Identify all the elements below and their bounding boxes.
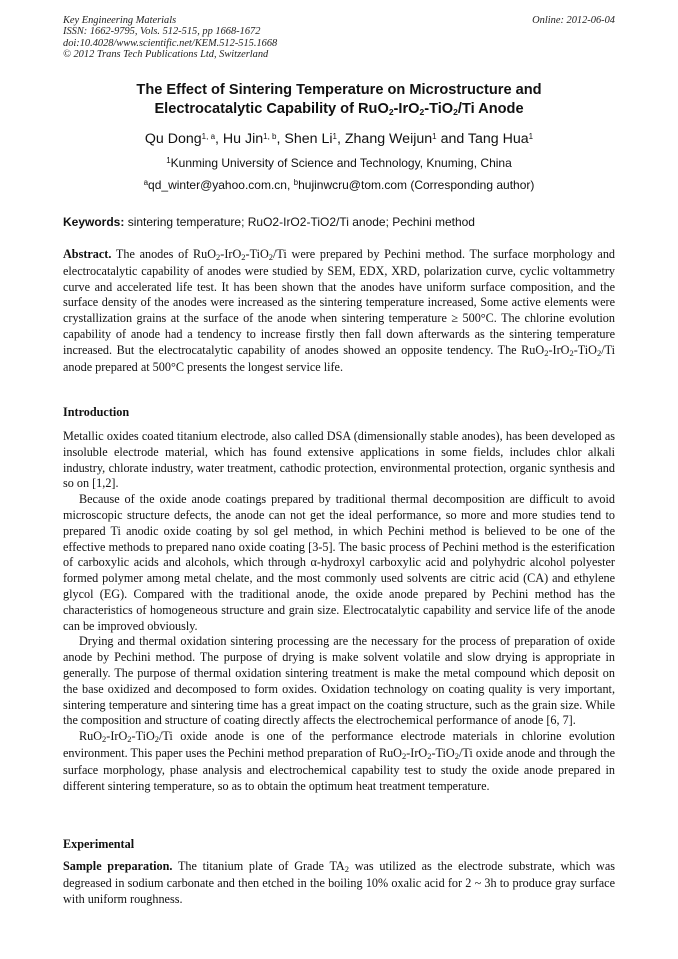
copyright-line: © 2012 Trans Tech Publications Ltd, Switzerland — [63, 49, 269, 61]
keywords-label: Keywords: — [63, 215, 125, 229]
journal-header — [63, 15, 615, 61]
email-b[interactable]: hujinwcru@tom.com (Corresponding author) — [298, 178, 535, 192]
intro-paragraph-1: Metallic oxides coated titanium electrode, also called DSA (dimensionally stable anodes), has been developed as insoluble electrode material, which has found extensive applications in some fields, includes chlor alkali industry, chlorate industry, water treatment, cathodic protection, environmental protection, organic synthesis and so on [1,2]. — [63, 429, 615, 491]
paper-title — [63, 81, 615, 120]
author-3: Shen Li — [284, 131, 333, 147]
affiliation: $^1$Kunming University of Science and Technology, Knuming, China — [166, 156, 512, 170]
online-date: Online: 2012-06-04 — [532, 15, 615, 26]
email-a[interactable]: qd_winter@yahoo.com.cn, — [148, 178, 291, 192]
intro-paragraph-3: Drying and thermal oxidation sintering processing are the necessary for the process of preparation of oxide anode by Pechini method. The purpose of drying is make solvent volatile and slow drying is appropriate in generally. The purpose of thermal oxidation sintering treatment is make the metal compound which deposit on the base oxidized and decomposed to form oxides. Oxidation technology on coating quality is very important, sintering temperature and sintering time has a great impact on the coating structure, such as the grain size. While the composition and structure of coating directly affects the electrochemical performance of anode [6, 7]. — [63, 634, 615, 728]
experimental-body: Sample preparation. The titanium plate of Grade $TA_2$ was utilized as the electrode substrate, which was degreased in sodium carbonate and then etched in the boiling 10% oxalic acid for 2 ~ 3h to produce gray surface with uniform roughness. — [63, 859, 616, 906]
abstract: Abstract. The anodes of RuO$_2$-IrO$_2$-TiO$_2$/Ti were prepared by Pechini method. The surface morphology and electrocatalytic capability of anodes were studied by SEM, EDX, XRD, polarization curve, cyclic voltammetry curve and accelerated life test. It has been shown that the anodes have uniform surface composition, and the surface density of the anodes were increased as the sintering temperature increased, Some active elements were crystallization grains at the surface of the anode when sintering temperature ≥ 500°C. The chlorine evolution capability of anode had a tendency to increase firstly then fall down afterwards as the sintering temperature increased. But the electrocatalytic capability of anodes showed an opposite tendency. The RuO$_2$-IrO$_2$-TiO$_2$/Ti anode prepared at 500°C presents the longest service life. — [63, 247, 616, 374]
experimental-heading: Experimental — [63, 837, 135, 851]
author-1: Qu Dong — [144, 131, 202, 147]
introduction-body — [63, 429, 615, 794]
abstract-label: Abstract. — [63, 247, 112, 261]
author-2: Hu Jin — [222, 131, 264, 147]
intro-paragraph-4: RuO$_2$-IrO$_2$-TiO$_2$/Ti oxide anode is one of the performance electrode materials in chlorine evolution environment. This paper uses the Pechini method preparation of RuO$_2$-IrO$_2$-TiO$_2$/Ti oxide anode and through the surface morphology, phase analysis and electrochemical capability test to study the oxide anode prepared in different sintering temperature, so as to obtain the optimum heat treatment temperature. — [63, 729, 615, 793]
keywords — [63, 214, 615, 230]
intro-paragraph-2: Because of the oxide anode coatings prepared by traditional thermal decomposition are difficult to avoid microscopic structure defects, the anode can not get the ideal performance, so more and more studies tend to prepared Ti anodic oxide coating by sol gel method, in which Pechini method is believed to be one of the effective methods to prepared nano oxide coating [3-5]. The basic process of Pechini method is the esterification of carboxylic acids and alcohols, which through α-hydroxyl carboxylic acid and polyhydric alcohol polyester formed polymer among metal chelate, and the most commonly used solvents are citric acid (CA) and ethylene glycol (EG). Compared with the traditional anode, the oxide anode prepared by Pechini method has the characteristics of homogeneous structure and grain size. Electrocatalytic capability and service life of the anode can be improved obviously. — [63, 492, 615, 633]
issn-line: ISSN: 1662-9795, Vols. 512-515, pp 1668-1672 — [63, 26, 261, 38]
sample-preparation-label: Sample preparation. — [63, 859, 173, 873]
author-list: Qu Dong$^{1, a}$, Hu Jin$^{1, b}$, Shen Li$^1$, Zhang Weijun$^1$ and Tang Hua$^1$ — [144, 131, 534, 147]
author-emails: $^a$qd_winter@yahoo.com.cn, $^b$hujinwcru@tom.com (Corresponding author) — [143, 178, 535, 192]
author-5: and Tang Hua — [440, 131, 529, 147]
title-line-1: The Effect of Sintering Temperature on Microstructure and — [136, 82, 542, 98]
title-line-2: Electrocatalytic Capability of RuO$_2$-IrO$_2$-TiO$_2$/Ti Anode — [154, 101, 524, 117]
author-4: Zhang Weijun — [344, 131, 433, 147]
introduction-heading: Introduction — [63, 405, 130, 419]
keywords-text: sintering temperature; RuO2-IrO2-TiO2/Ti anode; Pechini method — [127, 215, 475, 229]
journal-name: Key Engineering Materials — [63, 15, 177, 26]
doi-line: doi:10.4028/www.scientific.net/KEM.512-515.1668 — [63, 37, 278, 49]
